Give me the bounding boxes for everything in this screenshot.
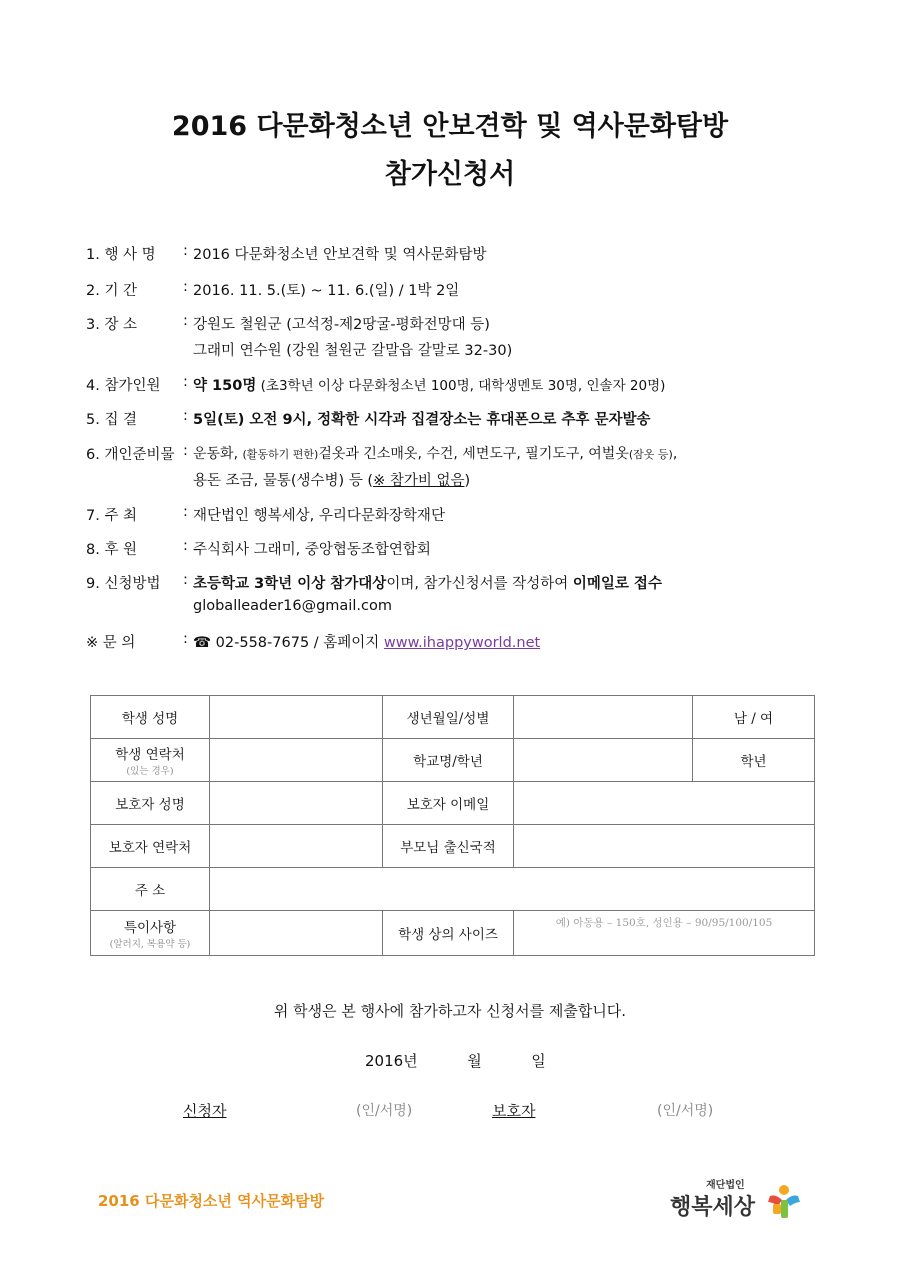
input-school[interactable]	[514, 739, 693, 782]
input-shirt-size[interactable]	[514, 911, 815, 956]
document-title: 2016 다문화청소년 안보견학 및 역사문화탐방	[171, 111, 729, 142]
label-guardian-name: 보호자 성명	[91, 782, 210, 825]
label-birth-gender: 생년월일/성별	[383, 696, 514, 739]
label-guardian-contact: 보호자 연락처	[91, 825, 210, 868]
footer-text: 2016 다문화청소년 역사문화탐방	[98, 1192, 325, 1210]
application-form	[90, 695, 815, 956]
shirt-size-example: 예) 아동용 – 150호, 성인용 – 90/95/100/105	[555, 917, 773, 929]
document-subtitle: 참가신청서	[384, 159, 516, 190]
label-student-contact: 학생 연락처 (있는 경우)	[91, 739, 210, 782]
homepage-link[interactable]: www.ihappyworld.net	[383, 635, 541, 651]
logo-mark-icon	[764, 1182, 804, 1222]
guardian-label: 보호자	[492, 1102, 536, 1120]
label-student-name: 학생 성명	[91, 696, 210, 739]
gender-choice[interactable]: 남 / 여	[693, 696, 815, 739]
label-school-grade: 학교명/학년	[383, 739, 514, 782]
declaration: 위 학생은 본 행사에 참가하고자 신청서를 제출합니다.	[273, 1002, 627, 1020]
label-parent-nationality: 부모님 출신국적	[383, 825, 514, 868]
input-address[interactable]	[210, 868, 815, 911]
input-guardian-contact[interactable]	[210, 825, 383, 868]
applicant-label: 신청자	[183, 1102, 227, 1120]
input-guardian-email[interactable]	[514, 782, 815, 825]
label-notes: 특이사항 (알러지, 복용약 등)	[91, 911, 210, 956]
label-shirt-size: 학생 상의 사이즈	[383, 911, 514, 956]
input-notes[interactable]	[210, 911, 383, 956]
input-student-contact[interactable]	[210, 739, 383, 782]
label-address: 주 소	[91, 868, 210, 911]
label-guardian-email: 보호자 이메일	[383, 782, 514, 825]
foundation-logo: 재단법인 행복세상	[670, 1176, 810, 1226]
guardian-sign[interactable]: (인/서명)	[657, 1103, 714, 1119]
input-parent-nationality[interactable]	[514, 825, 815, 868]
input-grade[interactable]: 학년	[693, 739, 815, 782]
input-student-name[interactable]	[210, 696, 383, 739]
date-line: 2016년 월 일	[365, 1052, 546, 1070]
phone-icon: ☎ 02-558-7675 / 홈페이지	[193, 635, 384, 651]
applicant-sign[interactable]: (인/서명)	[356, 1103, 413, 1119]
input-guardian-name[interactable]	[210, 782, 383, 825]
input-birth[interactable]	[514, 696, 693, 739]
